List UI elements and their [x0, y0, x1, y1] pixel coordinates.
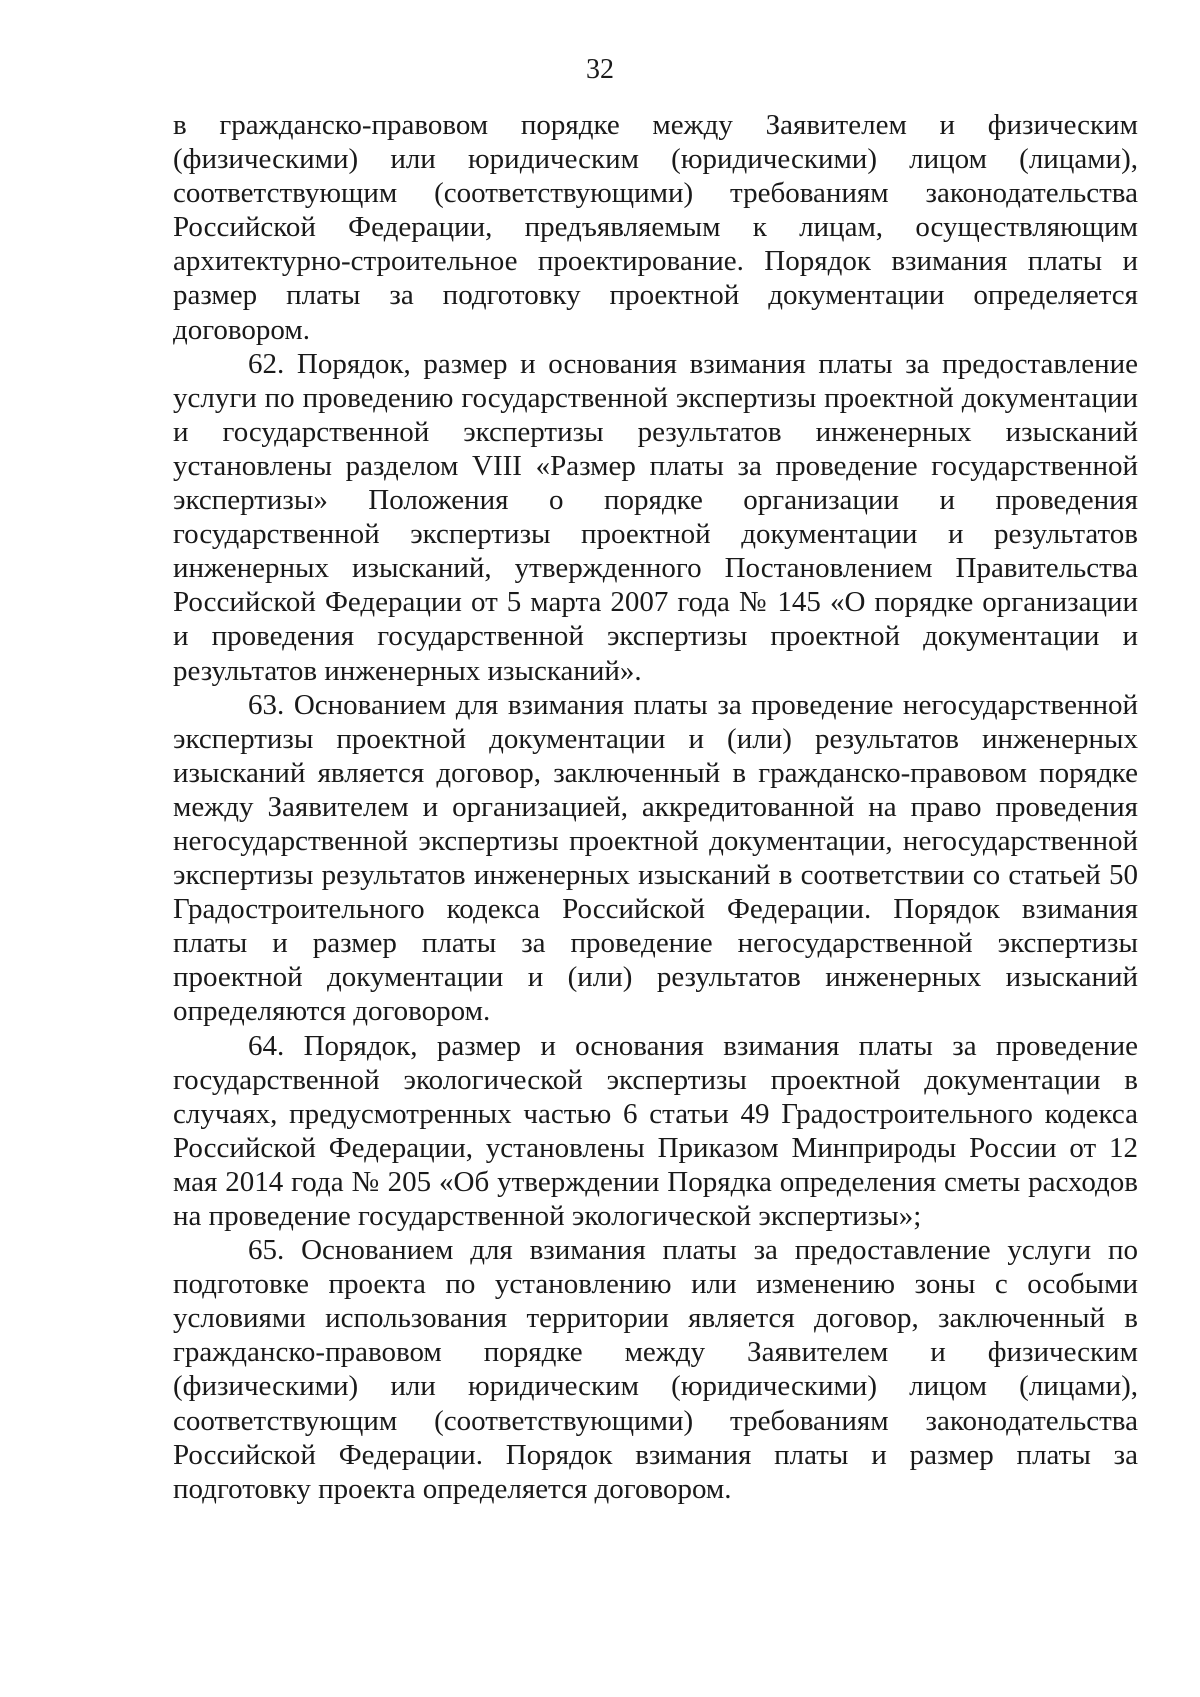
paragraph-item-65: 65. Основанием для взимания платы за предоставление услуги по подготовке проекта по установлению или изменению зоны с особыми условиями использования территории является договор, заключенный в гражданско-правовом порядке между Заявителем и физическим (физическими) или юридическим (юридическими) лицом (лицами), соответствующим (соответствующими) требованиям законодательства Российской Федерации. Порядок взимания платы и размер платы за подготовку проекта определяется договором.: [173, 1234, 1138, 1505]
paragraph-item-63: 63. Основанием для взимания платы за проведение негосударственной экспертизы проектной документации и (или) результатов инженерных изысканий является договор, заключенный в гражданско-правовом порядке между Заявителем и организацией, аккредитованной на право проведения негосударственной экспертизы проектной документации, негосударственной экспертизы результатов инженерных изысканий в соответствии со статьей 50 Градостроительного кодекса Российской Федерации. Порядок взимания платы и размер платы за проведение негосударственной экспертизы проектной документации и (или) результатов инженерных изысканий определяются договором.: [173, 688, 1138, 1028]
paragraph-item-62: 62. Порядок, размер и основания взимания платы за предоставление услуги по проведению государственной экспертизы проектной документации и государственной экспертизы результатов инженерных изысканий установлены разделом VIII «Размер платы за проведение государственной экспертизы» Положения о порядке организации и проведения государственной экспертизы проектной документации и результатов инженерных изысканий, утвержденного Постановлением Правительства Российской Федерации от 5 марта 2007 года № 145 «О порядке организации и проведения государственной экспертизы проектной документации и результатов инженерных изысканий».: [173, 347, 1138, 687]
document-body: [173, 108, 1138, 1506]
page-number: 32: [586, 54, 614, 85]
paragraph-item-64: 64. Порядок, размер и основания взимания платы за проведение государственной экологической экспертизы проектной документации в случаях, предусмотренных частью 6 статьи 49 Градостроительного кодекса Российской Федерации, установлены Приказом Минприроды России от 12 мая 2014 года № 205 «Об утверждении Порядка определения сметы расходов на проведение государственной экологической экспертизы»;: [173, 1029, 1138, 1232]
paragraph-continuation: в гражданско-правовом порядке между Заявителем и физическим (физическими) или юридическим (юридическими) лицом (лицами), соответствующим (соответствующими) требованиям законодательства Российской Федерации, предъявляемым к лицам, осуществляющим архитектурно-строительное проектирование. Порядок взимания платы и размер платы за подготовку проектной документации определяется договором.: [173, 109, 1138, 346]
